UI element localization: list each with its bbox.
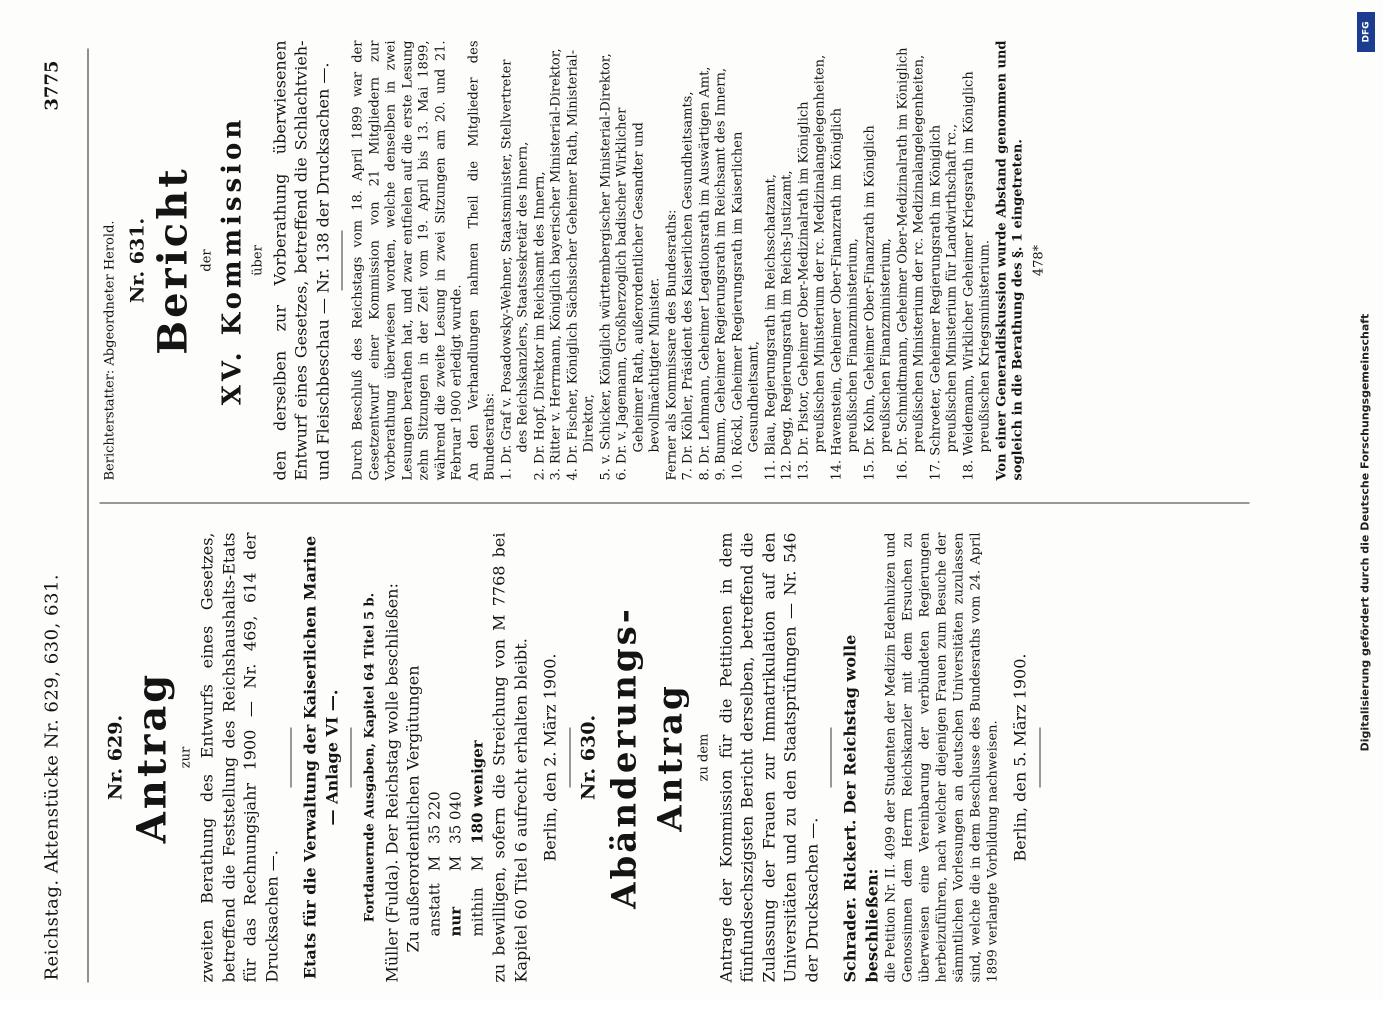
- header-rule: [88, 49, 89, 983]
- list-item: 7. Dr. Köhler, Präsident des Kaiserlichen Gesundheitsamts,: [680, 91, 696, 481]
- list-item: 9. Bumm, Geheimer Regierungsrath im Reichsamt des Innern,: [713, 68, 729, 481]
- header-title: Reichstag. Aktenstücke Nr. 629, 630, 631.: [41, 573, 63, 981]
- kommission-heading: XV. Kommission: [217, 115, 247, 406]
- schrader-motion: Schrader. Rickert. Der Reichstag wolle beschließen:: [840, 634, 881, 983]
- amount-label: anstatt: [425, 883, 443, 937]
- list-item: 15. Dr. Kohn, Geheimer Ober-Finanzrath im Königlich preußischen Finanzministerium,: [862, 125, 894, 481]
- table-row: [446, 734, 468, 942]
- antrag-intro: zweiten Berathung des Entwurfs eines Gesetzes, betreffend die Feststellung des Reichshaushalts-Etats für das Rechnungsjahr 1900 — Nr. 469, 614 der Drucksachen —.: [197, 532, 281, 983]
- amount-label: nur: [446, 906, 465, 937]
- closing-text: Von einer Generaldiskussion wurde Abstand genommen und sogleich in die Berathung des §. 1 eingetreten.: [994, 40, 1026, 481]
- ueber-label: über: [250, 245, 266, 276]
- list-item: 11. Blau, Regierungsrath im Reichsschatzamt,: [763, 174, 778, 481]
- list-item: 5. v. Schicker, Königlich württembergischer Ministerial-Direktor,: [598, 53, 613, 481]
- date-1: Berlin, den 2. März 1900.: [540, 653, 560, 862]
- zur-label: zur: [178, 746, 193, 769]
- divider: [831, 728, 832, 788]
- divider: [1039, 728, 1040, 788]
- mueller-motion: Müller (Fulda). Der Reichstag wolle beschließen:: [382, 583, 401, 983]
- table-row: [424, 734, 446, 942]
- etats-title: Etats für die Verwaltung der Kaiserlichen Marine — Anlage VI —.: [300, 535, 341, 980]
- doc-number-631: Nr. 631.: [126, 217, 148, 304]
- signature-mark: 478*: [1031, 244, 1046, 277]
- amount-value: 180 weniger: [468, 740, 486, 844]
- doc-number-630: Nr. 630.: [577, 714, 599, 801]
- antrag-heading: Antrag: [128, 671, 175, 844]
- table-row: [467, 734, 489, 942]
- verguetungen-label: Zu außerordentlichen Vergütungen: [403, 665, 423, 953]
- fortdauernde-heading: Fortdauernde Ausgaben, Kapitel 64 Titel 5 b.: [362, 592, 378, 923]
- list-item: 2. Dr. Hopf, Direktor im Reichsamt des Innern,: [532, 171, 547, 481]
- der-label: der: [199, 249, 215, 272]
- list-item: 14. Havenstein, Geheimer Ober-Finanzrath im Königlich preußischen Finanzministerium,: [829, 108, 861, 481]
- running-header: [42, 1, 72, 1001]
- rotated-page-content: [0, 1, 1383, 1001]
- list-item: 13. Dr. Pistor, Geheimer Ober-Medizinalrath im Königlich preußischen Ministerium der rc. Medizinalangelegenheiten,: [796, 54, 828, 481]
- list-item: 18. Weidemann, Wirklicher Geheimer Kriegsrath im Königlich preußischen Kriegsministerium.: [961, 71, 993, 481]
- digitization-stamp: [1353, 6, 1375, 996]
- list-item: 16. Dr. Schmidtmann, Geheimer Ober-Medizinalrath im Königlich preußischen Ministerium der rc. Medizinalangelegenheiten,: [895, 47, 927, 481]
- amount-currency: M: [425, 855, 443, 872]
- column-left: [100, 533, 1049, 983]
- doc-number-629: Nr. 629.: [104, 714, 127, 801]
- column-divider: [100, 503, 1250, 504]
- divider: [569, 728, 570, 788]
- ferner-label: Ferner als Kommissare des Bundesraths:: [664, 209, 679, 481]
- page-number: 3775: [41, 60, 63, 111]
- dfg-logo-text: DFG: [1361, 21, 1372, 43]
- amount-table: [424, 734, 489, 942]
- column-right: [100, 41, 1048, 481]
- divider: [291, 728, 292, 788]
- amount-label: mithin: [468, 887, 486, 937]
- list-item: 12. Degg, Regierungsrath im Reichs-Justizamt,: [779, 170, 795, 481]
- bewilligen-text: zu bewilligen, sofern die Streichung von M 7768 bei Kapitel 60 Titel 6 aufrecht erhalten bleibt.: [489, 532, 530, 983]
- list-item: 4. Dr. Fischer, Königlich Sächsischer Geheimer Rath, Ministerial-Direktor,: [565, 49, 597, 481]
- list-item: 3. Ritter v. Herrmann, Königlich bayerischer Ministerial-Direktor,: [548, 48, 564, 481]
- bericht-intro: den derselben zur Vorberathung überwiesenen Entwurf eines Gesetzes, betreffend die Schlachtvieh- und Fleischbeschau — Nr. 138 der Drucksachen —.: [270, 40, 332, 481]
- schrader-text: die Petition Nr. II. 4099 der Studenten der Medizin Edenhuizen und Genossinnen dem Herrn Reichskanzler mit dem Ersuchen zu überweisen eine Vereinbarung der verbündeten Regierungen herbeizuführen, nach welcher diejenigen Frauen zum Besuche der sämmtlichen Vorlesungen an deutschen Universitäten zuzulassen sind, welche die in dem Beschlusse des Bundesraths vom 24. April 1899 verlangte Vorbildung nachweisen.: [883, 532, 1001, 983]
- zu-dem-label: zu dem: [696, 733, 712, 782]
- list-item: 17. Schroeter, Geheimer Regierungsrath im Königlich preußischen Ministerium für Landwirthschaft rc.,: [928, 124, 960, 481]
- antrag-630-intro: Antrage der Kommission für die Petitionen in dem fünfundsechszigsten Bericht derselben, betreffend die Zulassung der Frauen zur Immatrikulation auf den Universitäten und zu den Staatsprüfungen — Nr. 546 der Drucksachen —.: [716, 532, 821, 983]
- list-item: 6. Dr. v. Jagemann, Großherzoglich badischer Wirklicher Geheimer Rath, außerordentlicher Gesandter und bevollmächtigter Minister.: [614, 107, 663, 481]
- amount-value: 35 040: [446, 791, 465, 844]
- berichterstatter: Berichterstatter: Abgeordneter Herold.: [102, 220, 118, 481]
- aenderungs-antrag-heading: Abänderungs-Antrag: [604, 606, 691, 909]
- amount-currency: M: [446, 855, 465, 872]
- list-item: 10. Röckl, Geheimer Regierungsrath im Kaiserlichen Gesundheitsamt,: [730, 131, 762, 481]
- bericht-body-2: An den Verhandlungen nahmen Theil die Mitglieder des Bundesraths:: [466, 40, 498, 481]
- digitization-note: Digitalisierung gefördert durch die Deutsche Forschungsgemeinschaft: [1358, 313, 1372, 752]
- bericht-body-1: Durch Beschluß des Reichstags vom 18. April 1899 war der Gesetzentwurf einer Kommission von 21 Mitgliedern zur Vorberathung überwiesen worden, welche denselben in zwei Lesungen berathen hat, und zwar entfielen auf die erste Lesung zehn Sitzungen in der Zeit vom 19. April bis 13. Mai 1899, während die zweite Lesung in zwei Sitzungen am 20. und 21. Februar 1900 erledigt wurde.: [350, 40, 465, 481]
- divider: [351, 728, 352, 788]
- divider: [342, 231, 343, 291]
- bericht-heading: Bericht: [149, 166, 197, 355]
- list-item: 8. Dr. Lehmann, Geheimer Legationsrath im Auswärtigen Amt,: [697, 66, 712, 481]
- amount-value: 35 220: [425, 791, 443, 844]
- amount-currency: M: [468, 855, 486, 872]
- list-item: 1. Dr. Graf v. Posadowsky-Wehner, Staatsminister, Stellvertreter des Reichskanzlers, Staatssekretär des Innern,: [499, 59, 531, 481]
- date-2: Berlin, den 5. März 1900.: [1010, 653, 1030, 862]
